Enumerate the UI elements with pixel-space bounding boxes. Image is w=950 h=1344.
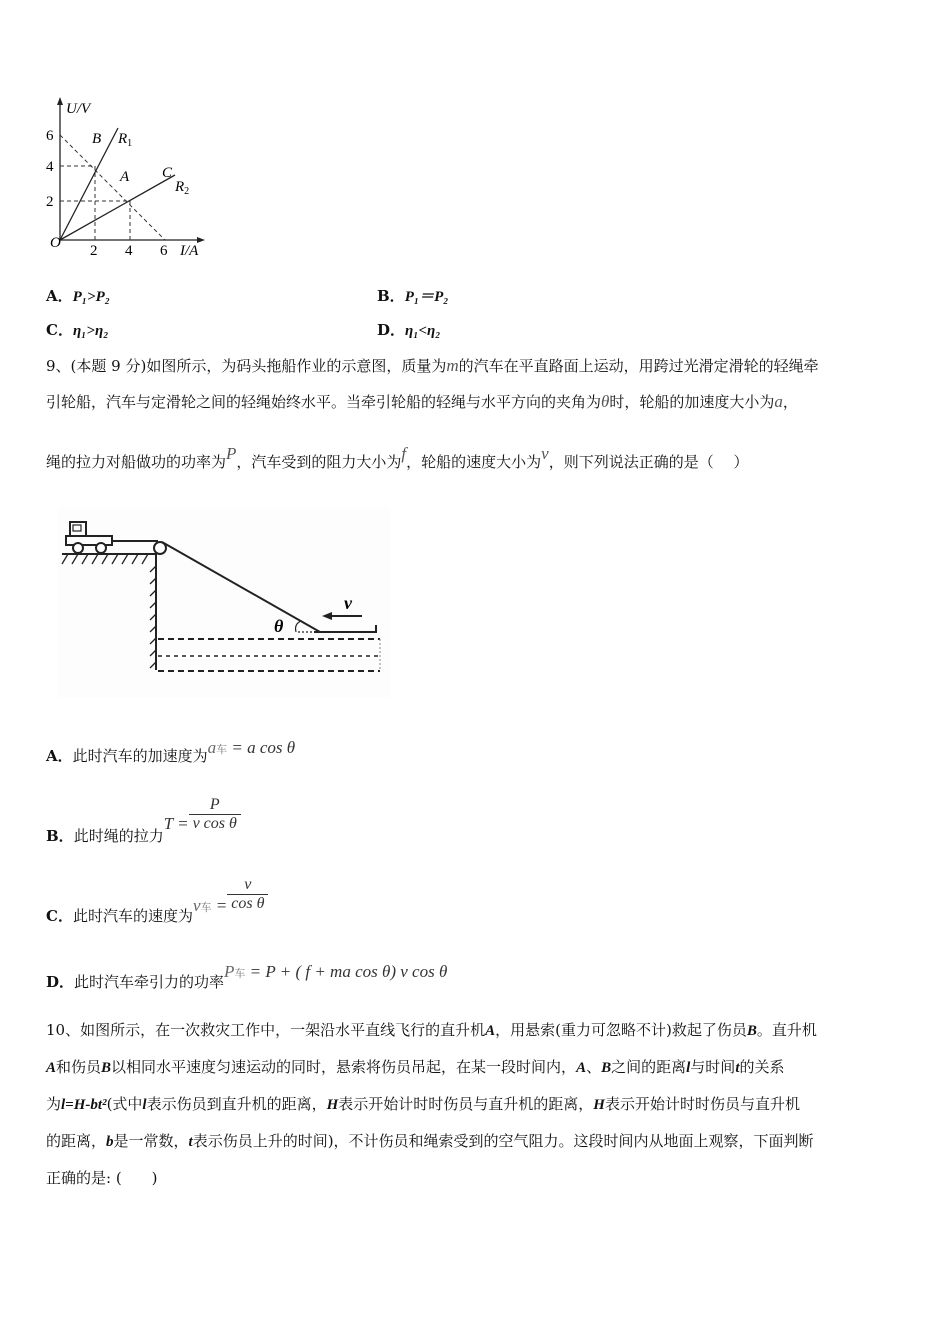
q10-text: ，用悬索(重力可忽略不计)救起了伤员	[495, 1021, 747, 1039]
symbol-f: f	[401, 444, 407, 463]
q8-option-a[interactable]	[46, 286, 110, 307]
symbol-m: m	[446, 356, 459, 375]
q10-symbol: t	[735, 1060, 740, 1076]
formula-part: P	[224, 962, 235, 981]
q10-symbol: t	[188, 1134, 193, 1150]
q10-text: (式中	[106, 1095, 143, 1113]
q10-text: 表示伤员到直升机的距离，	[146, 1095, 327, 1113]
q9-line-2	[46, 392, 798, 412]
y-axis-arrow	[57, 97, 63, 105]
q10-line-3	[46, 1094, 800, 1115]
fraction-numerator: v	[227, 876, 268, 895]
u-i-graph	[40, 95, 220, 260]
x-axis-label: I/A	[180, 243, 199, 259]
y-tick-2: 2	[46, 194, 54, 210]
formula-part: = P + ( f + ma cos θ) v cos θ	[249, 962, 448, 981]
q10-symbol: B	[746, 1023, 757, 1039]
line-r1-label: $R_1$	[118, 131, 133, 149]
y-tick-4: 4	[46, 159, 54, 175]
formula-sub: 车	[216, 744, 228, 756]
point-b-label: B	[92, 131, 102, 147]
q10-text: 和伤员	[56, 1058, 102, 1076]
q9-text: 引轮船，汽车与定滑轮之间的轻绳始终水平。当牵引轮船的轻绳与水平方向的夹角为	[46, 393, 602, 411]
q9-text: 9、(本题 9 分)如图所示，为码头拖船作业的示意图，质量为	[46, 357, 447, 375]
fraction-denominator: v cos θ	[192, 815, 237, 832]
origin-label: O	[50, 235, 61, 251]
q10-text: 之间的距离	[611, 1058, 687, 1076]
q9-text: ，	[782, 393, 798, 411]
q10-formula: l=H-bt²	[61, 1097, 107, 1113]
q10-text: 表示伤员上升的时间)，不计伤员和绳索受到的空气阻力。这段时间内从地面上观察，下面判断	[192, 1132, 814, 1150]
x-tick-4: 4	[125, 243, 133, 259]
formula-c-lhs	[193, 896, 227, 915]
option-label: B．	[46, 826, 74, 845]
formula-c-fraction	[227, 876, 268, 913]
fraction-denominator: cos θ	[231, 895, 265, 912]
q9-option-c[interactable]	[46, 876, 268, 925]
point-a-label: A	[120, 169, 130, 185]
x-tick-6: 6	[160, 243, 168, 259]
point-c-label: C	[162, 165, 173, 181]
q10-line-5	[46, 1168, 158, 1188]
q10-line-1	[46, 1020, 817, 1041]
fraction-numerator: P	[189, 796, 241, 815]
dashed-diagonal	[60, 135, 165, 240]
option-label: B．	[377, 287, 405, 305]
option-text: η₁<η₂	[405, 323, 441, 339]
q9-option-b[interactable]	[46, 796, 241, 845]
option-label: C．	[46, 321, 73, 339]
option-text: 此时汽车的加速度为	[72, 747, 208, 765]
q9-text: ，轮船的速度大小为	[406, 453, 542, 471]
q10-symbol: b	[106, 1134, 114, 1150]
symbol-v: v	[541, 444, 549, 463]
q10-symbol: B	[601, 1060, 612, 1076]
q8-option-d[interactable]	[377, 320, 441, 341]
formula-a	[208, 738, 295, 757]
q10-text: 、	[586, 1058, 602, 1076]
option-text: P₁＝P₂	[404, 289, 449, 305]
q10-text: 是一常数，	[113, 1132, 189, 1150]
symbol-theta: θ	[601, 392, 610, 411]
symbol-p: P	[226, 444, 237, 463]
q8-option-c[interactable]	[46, 320, 108, 341]
x-tick-2: 2	[90, 243, 98, 259]
option-text: 此时汽车牵引力的功率	[74, 973, 225, 991]
q10-text: 的关系	[739, 1058, 785, 1076]
option-text: P₁>P₂	[72, 289, 110, 305]
option-label: A．	[46, 287, 73, 305]
formula-sub: 车	[200, 901, 212, 914]
formula-part: =	[215, 895, 228, 915]
q10-symbol: H	[326, 1097, 339, 1113]
q10-symbol: A	[46, 1060, 57, 1076]
q9-text: 绳的拉力对船做功的功率为	[46, 453, 227, 471]
q10-text: 与时间	[690, 1058, 736, 1076]
y-tick-6: 6	[46, 128, 54, 144]
option-label: C．	[46, 906, 73, 925]
option-label: A．	[46, 747, 73, 765]
q10-text: 10、如图所示，在一次救灾工作中，一架沿水平直线飞行的直升机	[46, 1021, 486, 1039]
q9-option-d[interactable]	[46, 962, 448, 994]
q10-text: 以相同水平速度匀速运动的同时，悬索将伤员吊起，在某一段时间内，	[111, 1058, 577, 1076]
theta-label: θ	[274, 616, 284, 636]
q10-symbol: H	[593, 1097, 605, 1113]
q10-text: 的距离，	[46, 1132, 107, 1150]
formula-part: v	[192, 895, 201, 915]
option-text: 此时汽车的速度为	[72, 906, 193, 925]
q10-text: 表示开始计时时伤员与直升机	[604, 1095, 800, 1113]
q10-text: 正确的是: ( )	[46, 1169, 158, 1187]
formula-d	[224, 962, 447, 981]
q9-text: 时，轮船的加速度大小为	[609, 393, 775, 411]
formula-b-lhs: T =	[163, 813, 189, 833]
q9-line-3	[46, 444, 749, 472]
tugboat-diagram	[58, 508, 390, 698]
option-label: D．	[46, 973, 75, 991]
q10-symbol: l	[686, 1060, 691, 1076]
q10-text: 为	[46, 1095, 62, 1113]
option-text: η₁>η₂	[72, 323, 109, 339]
option-label: D．	[377, 321, 406, 339]
q10-text: 表示开始计时时伤员与直升机的距离，	[338, 1095, 594, 1113]
option-text: 此时绳的拉力	[73, 826, 164, 845]
q10-line-2	[46, 1057, 785, 1078]
q10-line-4	[46, 1131, 814, 1152]
q9-text: ，则下列说法正确的是（ ）	[548, 453, 749, 471]
q9-option-a[interactable]	[46, 738, 296, 768]
q10-symbol: A	[485, 1023, 496, 1039]
line-r2-label: $R_2$	[175, 179, 190, 197]
q10-symbol: B	[101, 1060, 112, 1076]
q9-line-1	[46, 356, 819, 376]
q10-symbol: l	[142, 1097, 147, 1113]
velocity-label: v	[344, 593, 352, 613]
formula-sub: 车	[234, 968, 246, 980]
q9-text: 的汽车在平直路面上运动，用跨过光滑定滑轮的轻绳牵	[458, 357, 819, 375]
formula-part: a	[207, 738, 217, 757]
q9-text: ，汽车受到的阻力大小为	[236, 453, 402, 471]
q10-text: 。直升机	[756, 1021, 817, 1039]
symbol-a: a	[774, 392, 783, 411]
y-axis-label: U/V	[66, 101, 91, 117]
q10-symbol: A	[576, 1060, 587, 1076]
q8-option-b[interactable]	[377, 286, 448, 307]
formula-b-fraction	[189, 796, 241, 833]
formula-part: = a cos θ	[231, 738, 296, 757]
